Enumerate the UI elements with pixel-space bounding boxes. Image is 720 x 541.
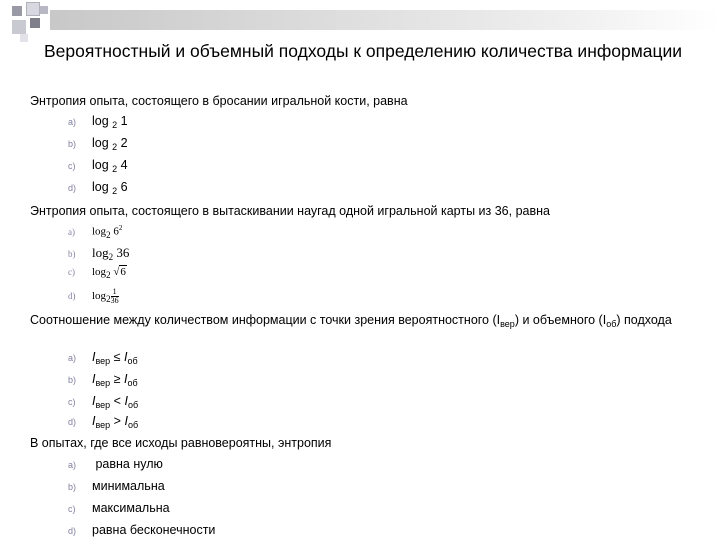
option-marker: d)	[68, 417, 77, 427]
q1-option-b[interactable]: b) log $_2$ 2	[68, 136, 128, 152]
question-4-text: В опытах, где все исходы равновероятны, энтропия	[30, 436, 332, 450]
decor-square-icon	[12, 20, 26, 34]
q3-option-c[interactable]: c) $I_{вер} < I_{об}$	[68, 394, 139, 410]
decor-square-icon	[12, 6, 22, 16]
option-marker: c)	[68, 161, 76, 171]
q3-option-a[interactable]: a) $I_{вер} \le I_{об}$	[68, 350, 138, 366]
q4-option-d[interactable]: d) равна бесконечности	[68, 523, 216, 537]
question-2-text: Энтропия опыта, состоящего в вытаскивании наугад одной игральной карты из 36, равна	[30, 204, 550, 218]
fraction: $\frac{1}{36}$	[110, 287, 119, 305]
q2-option-a[interactable]: a) $\log_2 6^2$	[68, 224, 123, 240]
option-marker: c)	[68, 504, 76, 514]
decor-square-icon	[30, 18, 40, 28]
option-marker: a)	[68, 353, 77, 363]
option-marker: b)	[68, 482, 77, 492]
q3-option-b[interactable]: b) $I_{вер} \ge I_{об}$	[68, 372, 138, 388]
option-marker: c)	[68, 397, 76, 407]
option-marker: d)	[68, 183, 77, 193]
option-marker: c)	[68, 267, 75, 277]
decor-square-icon	[40, 6, 48, 14]
q3-option-d[interactable]: d) $I_{вер} > I_{об}$	[68, 414, 139, 430]
slide-title: Вероятностный и объемный подходы к определению количества информации	[44, 41, 683, 61]
header-gradient-bar	[50, 10, 720, 30]
option-marker: d)	[68, 291, 76, 302]
q1-option-a[interactable]: a) log $_2$ 1	[68, 114, 128, 130]
decor-square-icon	[26, 2, 40, 16]
option-marker: a)	[68, 460, 77, 470]
option-marker: b)	[68, 139, 77, 149]
q2-option-c[interactable]: c) $\log_2 √6$	[68, 266, 126, 280]
option-marker: d)	[68, 526, 77, 536]
q4-option-c[interactable]: c) максимальна	[68, 501, 170, 515]
q2-option-b[interactable]: b) $\log_2 36$	[68, 245, 130, 262]
question-3-text: Соотношение между количеством информации с точки зрения вероятностного $(I_{вер})$ и объемного $(I_{об})$ подхода	[30, 313, 672, 329]
q4-option-a[interactable]: a) равна нулю	[68, 457, 163, 471]
sqrt-icon: √	[113, 266, 120, 278]
q1-option-d[interactable]: d) log $_2$ 6	[68, 180, 128, 196]
q2-option-d[interactable]: d) $\log_2$ $\frac{1}{36}$	[68, 287, 119, 305]
q4-option-b[interactable]: b) минимальна	[68, 479, 165, 493]
option-marker: a)	[68, 117, 77, 127]
q1-option-c[interactable]: c) log $_2$ 4	[68, 158, 128, 174]
option-marker: b)	[68, 249, 76, 259]
question-1-text: Энтропия опыта, состоящего в бросании игральной кости, равна	[30, 94, 408, 108]
decor-square-icon	[20, 34, 28, 42]
option-marker: b)	[68, 375, 77, 385]
option-marker: a)	[68, 226, 75, 237]
